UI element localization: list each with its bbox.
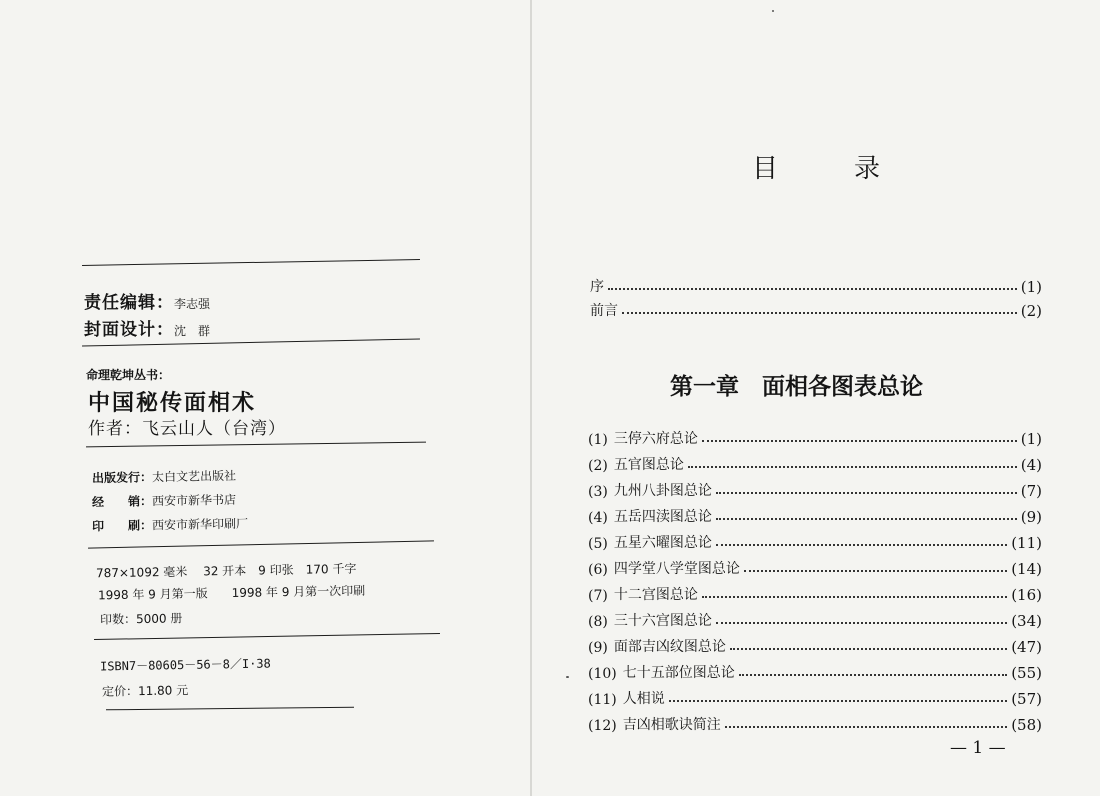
book-title: 中国秘传面相术 [88,390,257,416]
toc-entry-page: (55) [1011,664,1042,682]
toc-entry-num: (8) [588,614,608,630]
toc-entry-page: (47) [1011,638,1042,656]
toc-entry-page: (9) [1020,508,1042,526]
toc-entry-text: 吉凶相歌诀简注 [622,717,721,733]
printer: 西安市新华印刷厂 [151,516,249,533]
toc-title-left: 目 [752,154,779,184]
rule-bottom [106,707,354,711]
toc-entry-page: (14) [1011,560,1042,578]
cover-label: 封面设计： [84,320,174,340]
toc-entry-page: (57) [1011,690,1042,708]
editor-line [84,288,210,313]
scan-speck [772,10,774,12]
toc-leader [716,492,1017,494]
printer-label: 印 刷： [91,518,153,534]
toc-entry-text: 四学堂八学堂图总论 [613,561,740,577]
toc-front-row [590,296,1042,320]
rule-top [82,259,420,266]
toc-leader [716,544,1007,546]
printer-line [92,515,248,535]
toc-entry-text: 三十六宫图总论 [613,613,712,629]
toc-entry-num: (12) [588,718,617,734]
isbn: ISBN7－80605－56－8／I·38 [99,656,271,674]
toc-leader [744,570,1007,572]
toc-entry-text: 面部吉凶纹图总论 [613,639,726,655]
toc-front-page: (1) [1020,278,1042,296]
toc-entry [588,528,1042,552]
toc-entry [588,450,1042,474]
toc-entry-num: (11) [588,692,617,708]
toc-entry-page: (58) [1011,716,1042,734]
toc-entry [588,580,1042,604]
toc-entry [588,658,1042,682]
toc-leader [622,312,1017,314]
rule-4 [88,540,434,548]
toc-entry-page: (11) [1011,534,1042,552]
distributor-label: 经 销： [91,494,153,510]
toc-entry-text: 九州八卦图总论 [613,483,712,499]
toc-entry-text: 七十五部位图总论 [622,665,735,681]
colophon-page [0,0,530,796]
toc-entry-num: (3) [588,484,608,500]
toc-entry-text: 人相说 [622,691,665,707]
toc-entry-text: 三停六府总论 [613,431,698,447]
toc-entry-page: (16) [1011,586,1042,604]
toc-leader [730,648,1007,650]
toc-leader [702,596,1007,598]
toc-leader [739,674,1007,676]
toc-entry-text: 五官图总论 [613,457,684,473]
toc-page [530,0,1100,796]
toc-entry [588,476,1042,500]
toc-front-text: 前言 [590,303,618,319]
toc-entry-page: (34) [1011,612,1042,630]
distributor: 西安市新华书店 [151,492,237,509]
page-folio: — 1 — [950,738,1006,758]
toc-entry-num: (10) [588,666,617,682]
toc-title-right: 录 [854,154,881,184]
toc-entry-num: (7) [588,588,608,604]
toc-entry-text: 五岳四渎图总论 [613,509,712,525]
print-count: 印数：5000 册 [99,611,183,627]
scan-speck [566,676,569,678]
toc-entry-text: 五星六曜图总论 [613,535,712,551]
distributor-line [92,491,236,511]
toc-entry-num: (4) [588,510,608,526]
cover-name: 沈 群 [174,324,211,338]
publisher-line [92,467,236,487]
toc-entry [588,554,1042,578]
author-line: 作者：飞云山人（台湾） [88,419,286,439]
toc-leader [702,440,1017,442]
toc-front-text: 序 [590,279,604,295]
toc-leader [725,726,1007,728]
toc-leader [716,518,1017,520]
cover-line [84,315,210,340]
toc-entry-page: (4) [1020,456,1042,474]
toc-entry-num: (5) [588,536,608,552]
toc-entry-page: (1) [1020,430,1042,448]
toc-entry [588,632,1042,656]
editor-label: 责任编辑： [84,293,174,313]
publisher: 太白文艺出版社 [151,468,237,485]
toc-entry [588,606,1042,630]
toc-entry-text: 十二宫图总论 [613,587,698,603]
toc-leader [716,622,1007,624]
rule-5 [94,633,440,640]
toc-entry-num: (1) [588,432,608,448]
toc-entry-num: (2) [588,458,608,474]
toc-entry [588,502,1042,526]
series-name: 命理乾坤丛书： [86,368,171,382]
price: 定价：11.80 元 [101,683,189,699]
toc-entry [588,710,1042,734]
toc-entry-num: (6) [588,562,608,578]
toc-entry [588,684,1042,708]
toc-front-page: (2) [1020,302,1042,320]
editor-name: 李志强 [174,297,211,311]
specs-line: 787×1092 毫米 32 开本 9 印张 170 千字 [95,561,357,581]
toc-entry-page: (7) [1020,482,1042,500]
chapter-title: 第一章 面相各图表总论 [670,373,923,400]
toc-entry-num: (9) [588,640,608,656]
toc-leader [608,288,1017,290]
rule-3 [86,442,426,448]
toc-front-row [590,272,1042,296]
toc-leader [669,700,1007,702]
edition-line: 1998 年 9 月第一版 1998 年 9 月第一次印刷 [97,583,366,603]
toc-entry [588,424,1042,448]
publisher-label: 出版发行： [91,470,153,486]
toc-leader [688,466,1017,468]
